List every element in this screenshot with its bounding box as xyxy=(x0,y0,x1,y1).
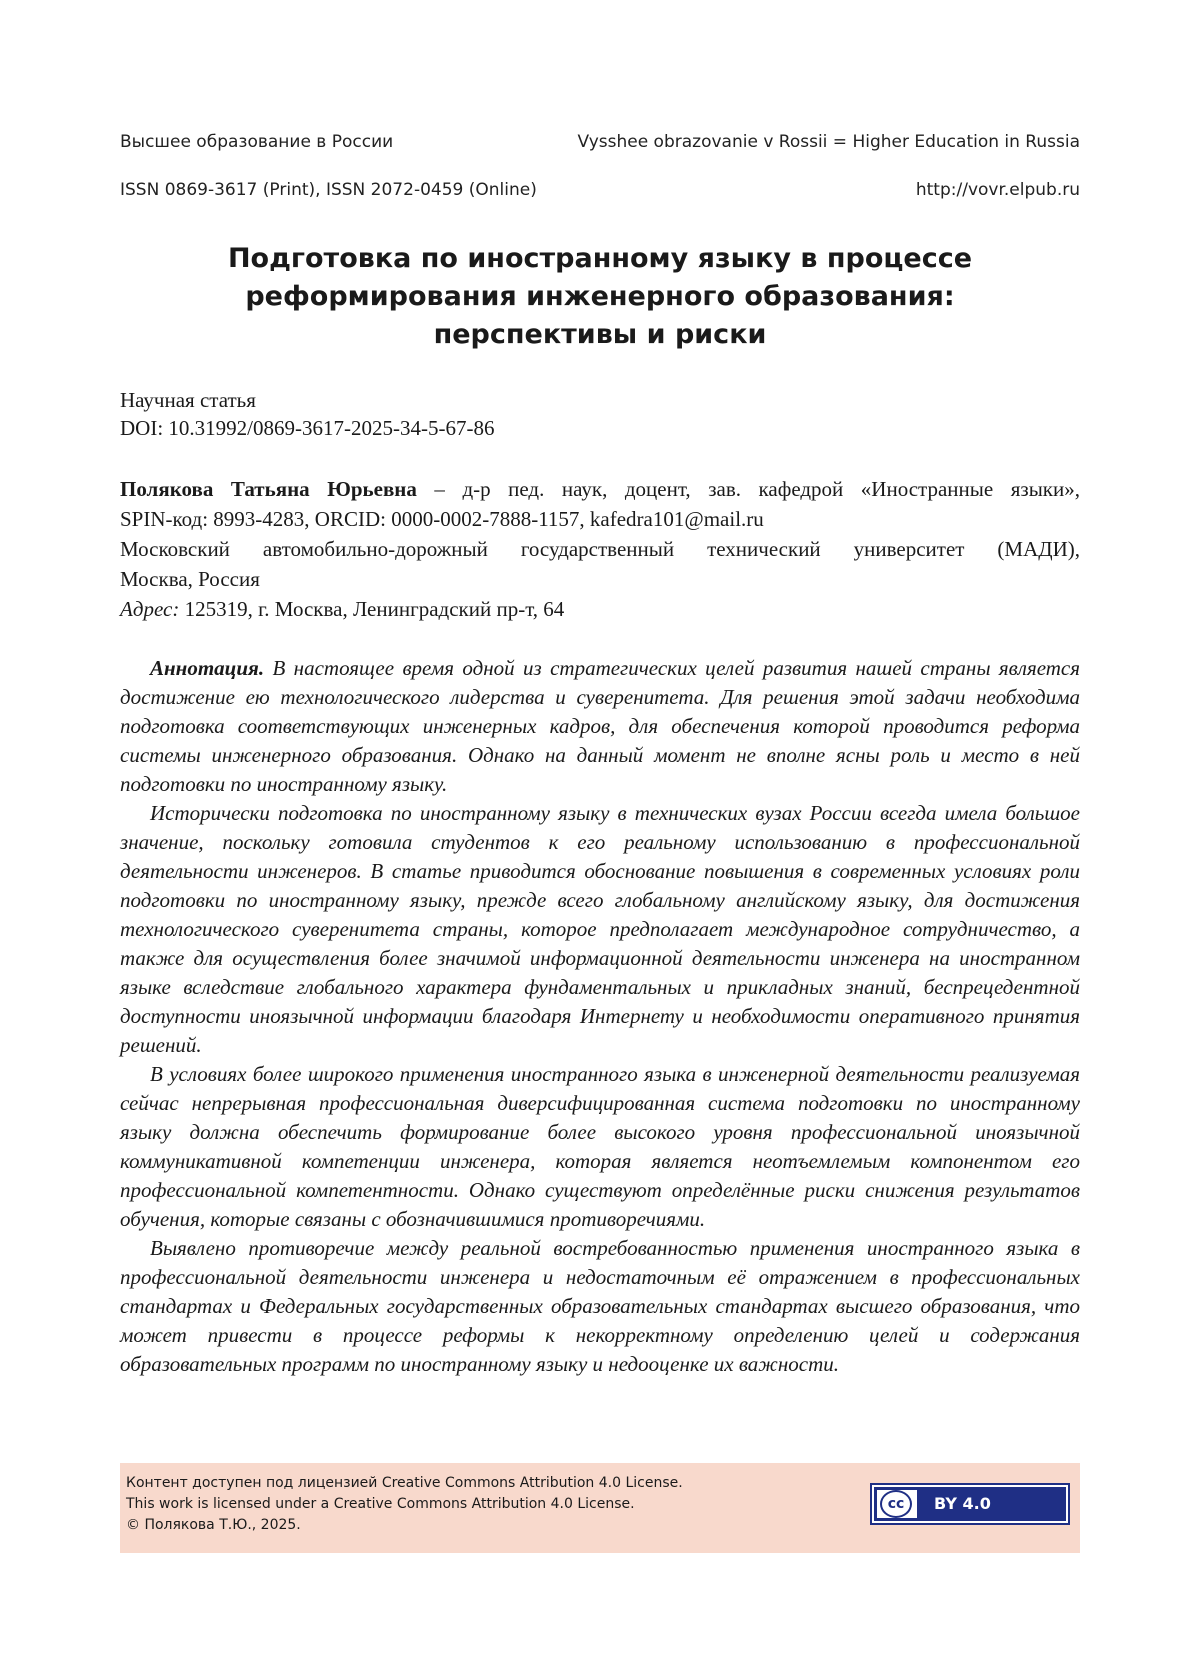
abstract-paragraph: В условиях более широкого применения иностранного языка в инженерной деятельности реализуемая сейчас непрерывная профессиональная диверсифицированная система подготовки по иностранному языку должна обеспечить формирование более высокого уровня профессиональной иноязычной коммуникативной компетенции инженера, которая является неотъемлемым компонентом его профессиональной компетентности. Однако существуют определённые риски снижения результатов обучения, которые связаны с обозначившимися противоречиями. xyxy=(120,1062,1080,1231)
author-position: – д-р пед. наук, доцент, зав. кафедрой «Иностранные языки», xyxy=(416,477,1080,501)
abstract-label: Аннотация. xyxy=(150,656,265,680)
license-text xyxy=(126,1473,683,1536)
author-affiliation: Московский автомобильно-дорожный государственный технический университет (МАДИ), xyxy=(120,537,1080,561)
abstract-paragraph: Выявлено противоречие между реальной востребованностью применения иностранного языка в профессиональной деятельности инженера и недостаточным её отражением в профессиональных стандартах и Федеральных государственных образовательных стандартах высшего образования, что может привести в процессе реформы к некорректному определению целей и содержания образовательных программ по иностранному языку и недооценке их важности. xyxy=(120,1236,1080,1376)
address-value: 125319, г. Москва, Ленинградский пр-т, 64 xyxy=(179,597,565,621)
author-city: Москва, Россия xyxy=(120,567,260,591)
author-ids: SPIN-код: 8993-4283, ORCID: 0000-0002-7888-1157, kafedra101@mail.ru xyxy=(120,507,764,531)
journal-name-en: Vysshee obrazovanie v Rossii = Higher Education in Russia xyxy=(577,132,1080,152)
address-label: Адрес: xyxy=(120,597,180,621)
license-line-ru: Контент доступен под лицензией Creative Commons Attribution 4.0 License. xyxy=(126,1475,683,1491)
journal-url[interactable]: http://vovr.elpub.ru xyxy=(915,180,1080,200)
license-box xyxy=(120,1463,1080,1553)
author-line-1 xyxy=(120,474,1080,504)
title-line: перспективы и риски xyxy=(433,319,767,350)
journal-name-ru: Высшее образование в России xyxy=(120,132,394,152)
article-title xyxy=(120,240,1080,354)
license-line-en: This work is licensed under a Creative Commons Attribution 4.0 License. xyxy=(126,1496,635,1512)
article-type: Научная статья xyxy=(120,388,256,412)
copyright: © Полякова Т.Ю., 2025. xyxy=(126,1517,301,1533)
cc-by-badge[interactable] xyxy=(872,1485,1068,1523)
abstract-paragraph: Аннотация. В настоящее время одной из стратегических целей развития нашей страны является достижение ею технологического лидерства и суверенитета. Для решения этой задачи необходима подготовка соответствующих инженерных кадров, для обеспечения которой проводится реформа системы инженерного образования. Однако на данный момент не вполне ясны роль и место в ней подготовки по иностранному языку. xyxy=(120,656,1080,796)
cc-icon: cc xyxy=(880,1490,912,1518)
article-meta xyxy=(120,386,494,442)
issn: ISSN 0869-3617 (Print), ISSN 2072-0459 (Online) xyxy=(120,180,537,200)
author-name: Полякова Татьяна Юрьевна xyxy=(120,477,417,501)
doi[interactable]: DOI: 10.31992/0869-3617-2025-34-5-67-86 xyxy=(120,416,495,440)
cc-by-label: BY 4.0 xyxy=(934,1494,991,1513)
author-address xyxy=(120,594,1080,624)
abstract-paragraph: Исторически подготовка по иностранному языку в технических вузах России всегда имела большое значение, поскольку готовила студентов к его реальному использованию в профессиональной деятельности инженеров. В статье приводится обоснование повышения в современных условиях роли подготовки по иностранному языку, прежде всего глобальному английскому языку, для достижения технологического суверенитета страны, которое предполагает международное сотрудничество, а также для осуществления более значимой информационной деятельности инженера на иностранном языке вследствие глобального характера фундаментальных и прикладных знаний, беспрецедентной доступности иноязычной информации благодаря Интернету и необходимости оперативного принятия решений. xyxy=(120,801,1080,1057)
title-line: реформирования инженерного образования: xyxy=(245,281,955,312)
author-block xyxy=(120,474,1080,624)
title-line: Подготовка по иностранному языку в процессе xyxy=(227,243,973,274)
abstract xyxy=(120,654,1080,1379)
